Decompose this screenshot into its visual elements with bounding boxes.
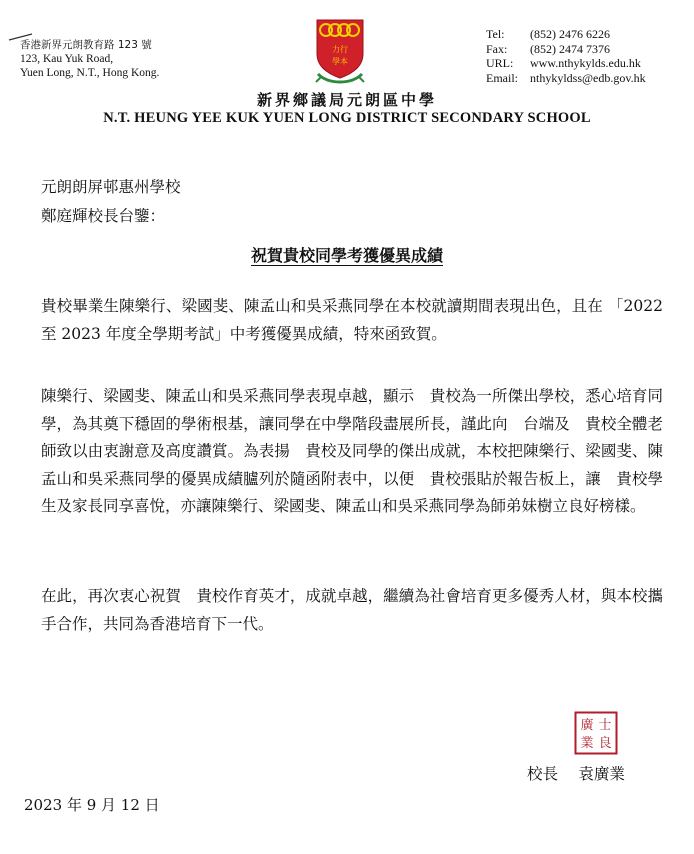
contact-label: Fax: [486,41,508,56]
letter-title-text: 祝賀貴校同學考獲優異成績 [250,246,443,265]
svg-text:業: 業 [580,736,594,751]
svg-text:學本: 學本 [332,57,348,66]
contact-url [486,56,646,71]
recipient-school: 元朗朗屏邨惠州學校 [41,178,181,196]
school-crest-logo [312,16,368,86]
contact-value: www.nthykylds.edu.hk [530,56,641,70]
school-address [20,38,159,80]
svg-text:力行: 力行 [332,45,348,54]
principal-seal-stamp [574,711,618,755]
contact-value: (852) 2474 7376 [530,41,610,56]
contact-label: URL: [486,56,514,70]
letter-date: 2023 年 9 月 12 日 [24,796,160,814]
paragraph-2: 陳樂行、梁國斐、陳孟山和吳采燕同學表現卓越，顯示 貴校為一所傑出學校，悉心培育同學，為其奠下穩固的學術根基，讓同學在中學階段盡展所長，謹此向 台端及 貴校全體老師致以由衷謝意及高度讚賞。為表揚 貴校及同學的傑出成就，本校把陳樂行、梁國斐、陳孟山和吳采燕同學的優異成績臚列於隨函附表中，以便 貴校張貼於報告板上，讓 貴校學生及家長同享喜悅，亦讓陳樂行、梁國斐、陳孟山和吳采燕同學為師弟妹樹立良好榜樣。 [41,387,663,515]
contact-info [486,27,646,85]
contact-value: (852) 2476 6226 [530,27,610,41]
paragraph-3: 在此，再次衷心祝賀 貴校作育英才，成就卓越，繼續為社會培育更多優秀人材，與本校攜手合作，共同為香港培育下一代。 [41,587,663,633]
address-zh: 香港新界元朗教育路 123 號 [20,39,152,51]
contact-value: nthykyldss@edb.gov.hk [530,70,646,85]
paragraph-1: 貴校畢業生陳樂行、梁國斐、陳孟山和吳采燕同學在本校就讀期間表現出色，且在 「2022 至 2023 年度全學期考試」中考獲優異成績，特來函致賀。 [41,297,663,343]
svg-text:士: 士 [598,718,612,733]
recipient-person: 鄭庭輝校長台鑒： [41,207,166,225]
svg-text:良: 良 [598,736,612,751]
school-name-english: N.T. HEUNG YEE KUK YUEN LONG DISTRICT SECONDARY SCHOOL [103,110,591,126]
address-en-line1: 123, Kau Yuk Road, [20,53,114,65]
contact-label: Tel: [486,27,505,41]
letter-title [0,243,694,266]
contact-label: Email: [486,70,518,85]
recipient-block [41,173,181,231]
contact-tel [486,27,646,42]
svg-text:廣: 廣 [580,718,594,733]
contact-email [486,71,646,86]
school-name-chinese: 新界鄉議局元朗區中學 [256,91,437,109]
address-en-line2: Yuen Long, N.T., Hong Kong. [20,67,160,79]
principal-signature: 校長 袁廣業 [527,765,625,783]
contact-fax [486,42,646,57]
